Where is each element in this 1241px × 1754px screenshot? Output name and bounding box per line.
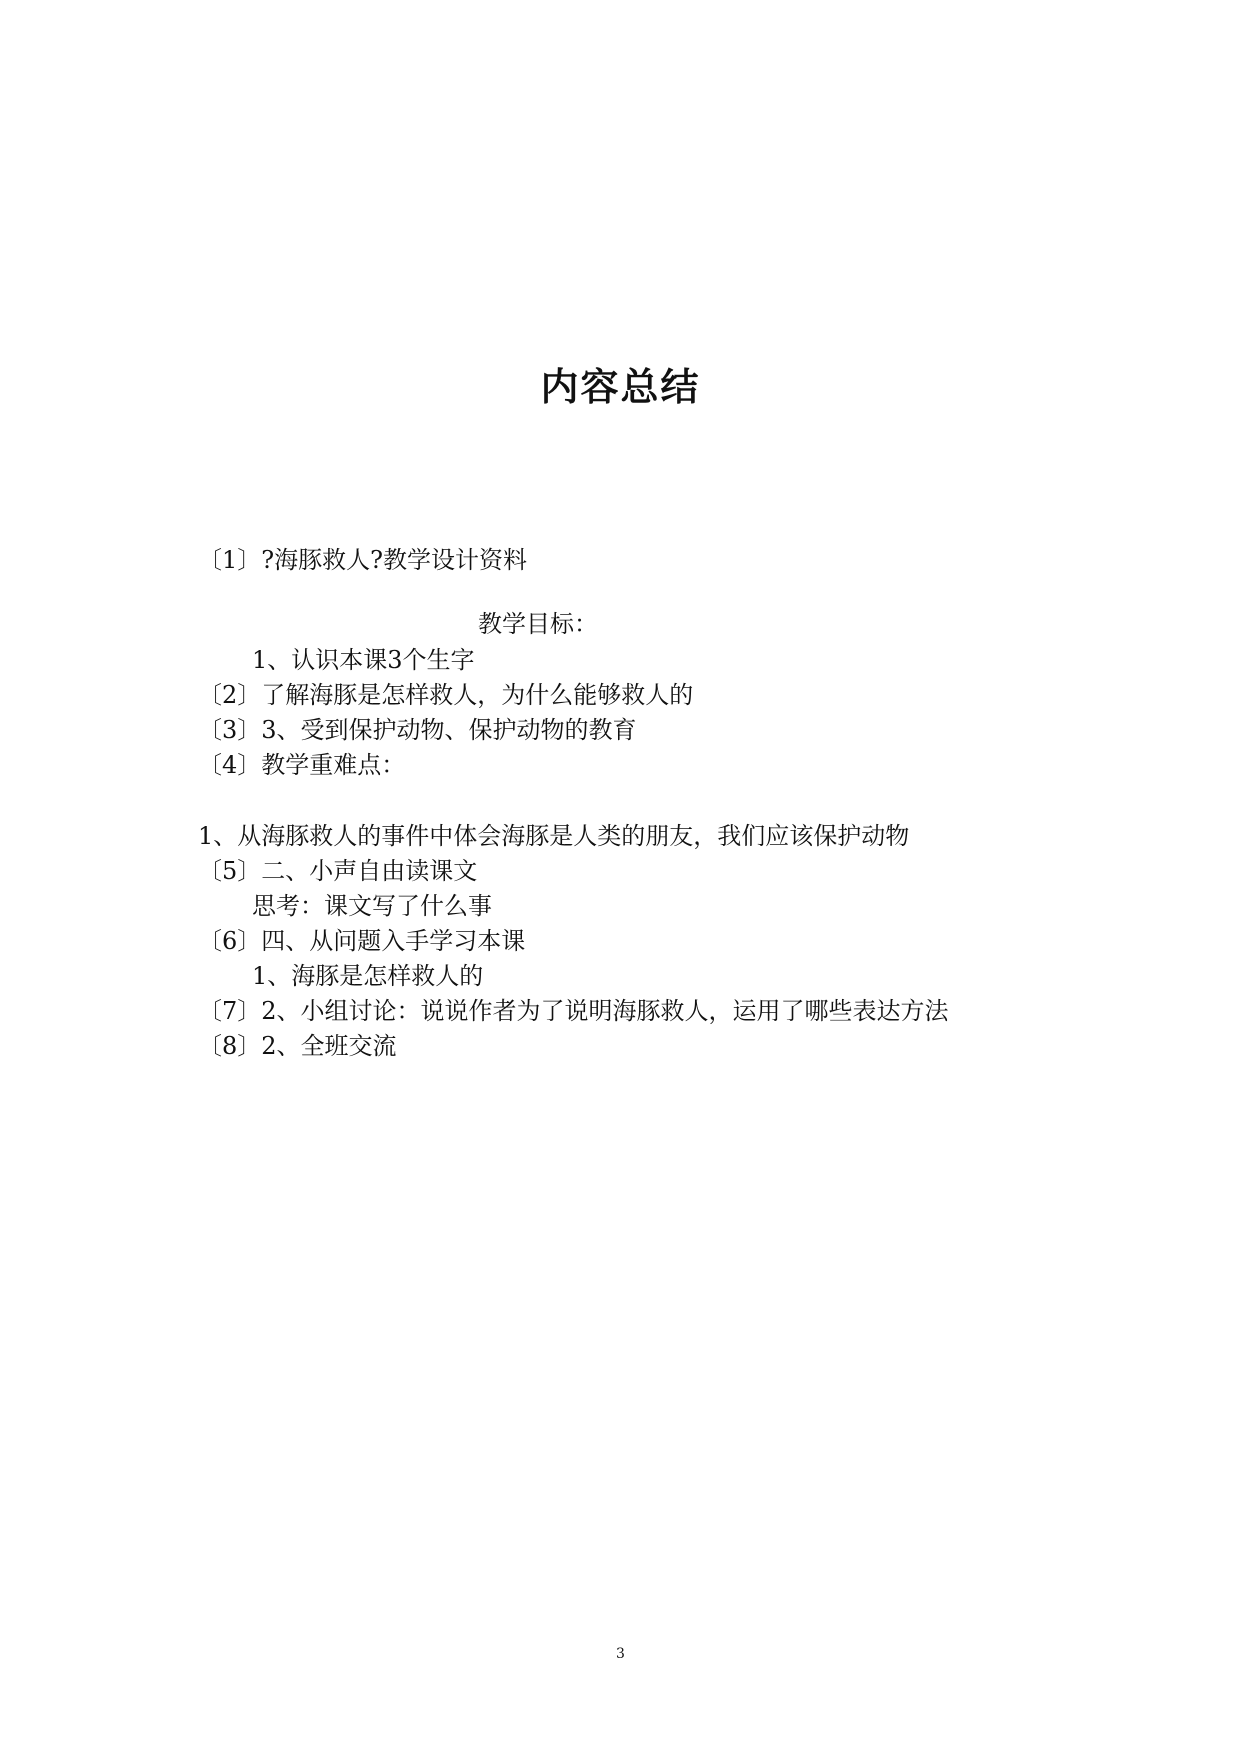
- text-line: 〔2〕了解海豚是怎样救人，为什么能够救人的: [198, 681, 694, 709]
- text-line: 教学目标：: [478, 610, 598, 638]
- text-line: 1、海豚是怎样救人的: [252, 962, 484, 990]
- text-line: 思考：课文写了什么事: [252, 892, 492, 920]
- text-line: 〔6〕四、从问题入手学习本课: [198, 927, 526, 955]
- text-line: 〔4〕教学重难点：: [198, 751, 406, 779]
- text-line: 1、从海豚救人的事件中体会海豚是人类的朋友，我们应该保护动物: [198, 822, 910, 850]
- text-line: 〔7〕2、小组讨论：说说作者为了说明海豚救人，运用了哪些表达方法: [198, 997, 949, 1025]
- page-title: 内容总结: [540, 365, 701, 409]
- page-number: 3: [616, 1646, 625, 1662]
- text-line: 〔1〕?海豚救人?教学设计资料: [198, 546, 528, 574]
- text-line: 〔3〕3、受到保护动物、保护动物的教育: [198, 716, 637, 744]
- text-line: 〔8〕2、全班交流: [198, 1032, 397, 1060]
- text-line: 〔5〕二、小声自由读课文: [198, 857, 478, 885]
- text-line: 1、认识本课3个生字: [252, 646, 475, 674]
